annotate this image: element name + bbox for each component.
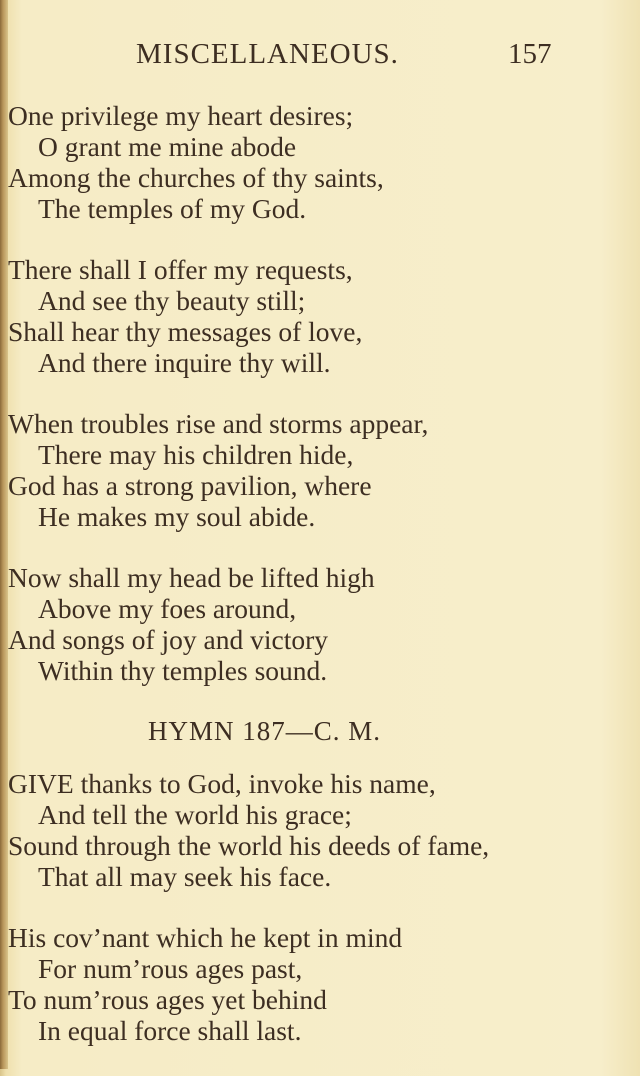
verse-line: O grant me mine abode — [38, 131, 297, 162]
verse-line: And see thy beauty still; — [38, 285, 306, 316]
stanza — [0, 408, 640, 532]
verse-line: And songs of joy and victory — [8, 624, 329, 655]
stanza — [0, 768, 640, 892]
verse-line: Sound through the world his deeds of fame, — [8, 830, 490, 861]
verse-line — [0, 768, 640, 799]
running-title: MISCELLANEOUS. — [136, 38, 399, 70]
verse-line: Above my foes around, — [38, 593, 297, 624]
page-number: 157 — [508, 38, 552, 70]
page-content — [0, 100, 640, 1076]
verse-line: When troubles rise and storms appear, — [8, 408, 429, 439]
verse-line: He makes my soul abide. — [38, 501, 316, 532]
verse-line: That all may seek his face. — [38, 861, 332, 892]
first-line-rest: thanks to God, invoke his name, — [73, 768, 436, 799]
stanza — [0, 100, 640, 224]
verse-line: His cov’nant which he kept in mind — [8, 922, 403, 953]
verse-line: For num’rous ages past, — [38, 953, 303, 984]
verse-line: And tell the world his grace; — [38, 799, 352, 830]
verse-line: To num’rous ages yet behind — [8, 984, 327, 1015]
verse-line: God has a strong pavilion, where — [8, 470, 372, 501]
stanza — [0, 254, 640, 378]
stanza — [0, 562, 640, 686]
page-header — [0, 38, 640, 78]
verse-line: One privilege my heart desires; — [8, 100, 354, 131]
verse-line: Shall hear thy messages of love, — [8, 316, 363, 347]
drop-initial-word: GIVE — [8, 768, 74, 799]
verse-line: Among the churches of thy saints, — [8, 162, 384, 193]
verse-line: There may his children hide, — [38, 439, 354, 470]
verse-line: Within thy temples sound. — [38, 655, 328, 686]
hymn-heading: HYMN 187—C. M. — [148, 716, 382, 746]
verse-line: And there inquire thy will. — [38, 347, 331, 378]
verse-line: There shall I offer my requests, — [8, 254, 353, 285]
verse-line: In equal force shall last. — [38, 1015, 302, 1046]
stanza — [0, 922, 640, 1046]
verse-line: Now shall my head be lifted high — [8, 562, 375, 593]
verse-line: The temples of my God. — [38, 193, 307, 224]
